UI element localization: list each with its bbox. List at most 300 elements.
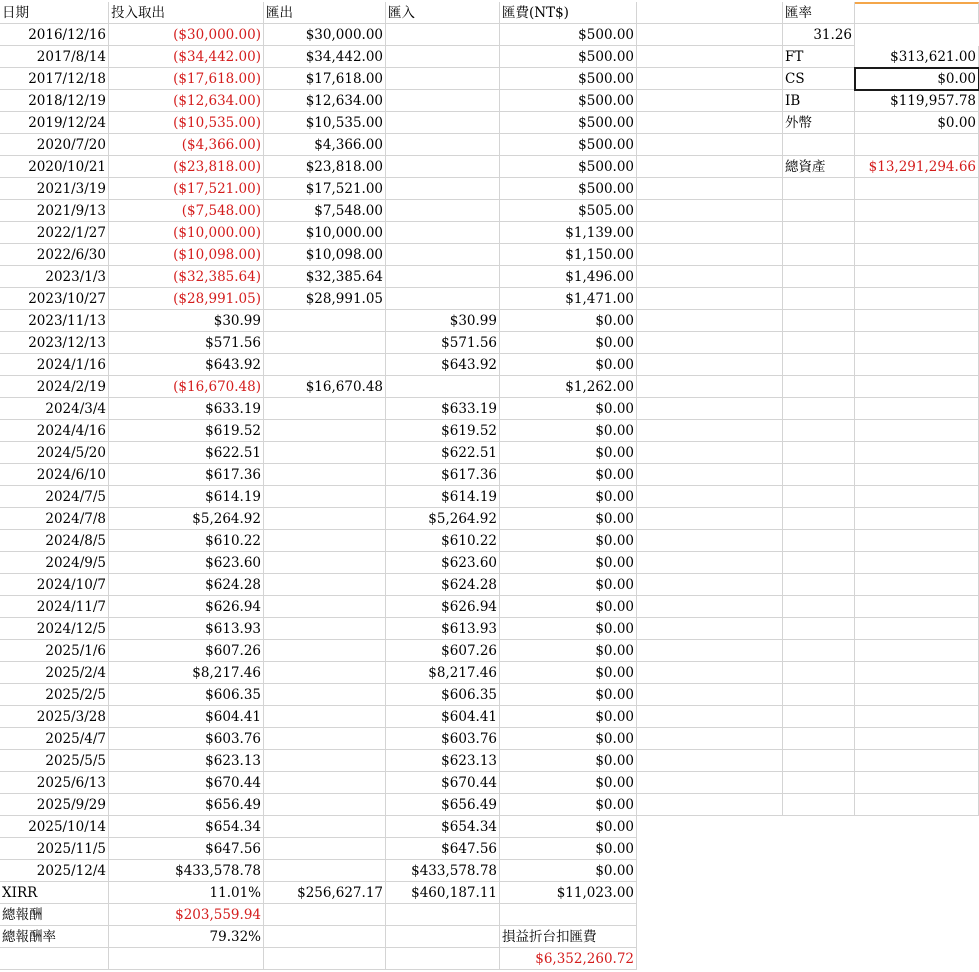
remit-out-cell[interactable] [264, 640, 386, 662]
total-in-value[interactable]: $460,187.11 [386, 882, 500, 904]
empty-cell[interactable] [855, 530, 979, 552]
remit-in-cell[interactable]: $606.35 [386, 684, 500, 706]
empty-cell[interactable] [855, 2, 979, 24]
fee-cell[interactable]: $500.00 [500, 46, 637, 68]
empty-cell[interactable] [783, 288, 855, 310]
date-cell[interactable]: 2025/9/29 [0, 794, 109, 816]
empty-cell[interactable] [637, 772, 783, 794]
remit-out-cell[interactable] [264, 596, 386, 618]
total-out-value[interactable]: $256,627.17 [264, 882, 386, 904]
empty-cell[interactable] [855, 442, 979, 464]
remit-out-cell[interactable] [264, 574, 386, 596]
fee-cell[interactable]: $0.00 [500, 530, 637, 552]
remit-out-cell[interactable]: $10,535.00 [264, 112, 386, 134]
empty-cell[interactable] [637, 794, 783, 816]
empty-cell[interactable] [637, 46, 783, 68]
remit-in-cell[interactable] [386, 222, 500, 244]
empty-cell[interactable] [855, 794, 979, 816]
empty-cell[interactable] [637, 134, 783, 156]
date-cell[interactable]: 2017/8/14 [0, 46, 109, 68]
date-cell[interactable]: 2024/7/5 [0, 486, 109, 508]
fee-cell[interactable]: $500.00 [500, 68, 637, 90]
empty-cell[interactable] [855, 772, 979, 794]
remit-in-cell[interactable]: $607.26 [386, 640, 500, 662]
remit-in-cell[interactable]: $670.44 [386, 772, 500, 794]
fee-cell[interactable]: $0.00 [500, 640, 637, 662]
fee-cell[interactable]: $505.00 [500, 200, 637, 222]
flow-cell[interactable]: $643.92 [109, 354, 264, 376]
remit-in-cell[interactable]: $622.51 [386, 442, 500, 464]
flow-cell[interactable]: $604.41 [109, 706, 264, 728]
empty-cell[interactable] [855, 266, 979, 288]
flow-cell[interactable]: ($16,670.48) [109, 376, 264, 398]
rate-value[interactable]: 31.26 [783, 24, 855, 46]
empty-cell[interactable] [637, 574, 783, 596]
flow-cell[interactable]: $670.44 [109, 772, 264, 794]
empty-cell[interactable] [783, 134, 855, 156]
empty-cell[interactable] [783, 662, 855, 684]
fee-cell[interactable]: $0.00 [500, 332, 637, 354]
flow-cell[interactable]: $606.35 [109, 684, 264, 706]
fee-cell[interactable]: $500.00 [500, 24, 637, 46]
fee-cell[interactable]: $0.00 [500, 596, 637, 618]
remit-out-cell[interactable] [264, 310, 386, 332]
remit-out-cell[interactable]: $28,991.05 [264, 288, 386, 310]
flow-cell[interactable]: $623.60 [109, 552, 264, 574]
empty-cell[interactable] [855, 684, 979, 706]
date-cell[interactable]: 2020/10/21 [0, 156, 109, 178]
empty-cell[interactable] [855, 706, 979, 728]
date-cell[interactable]: 2024/7/8 [0, 508, 109, 530]
empty-cell[interactable] [637, 750, 783, 772]
date-cell[interactable]: 2025/5/5 [0, 750, 109, 772]
empty-cell[interactable] [637, 618, 783, 640]
remit-out-cell[interactable] [264, 486, 386, 508]
account-value[interactable]: $313,621.00 [855, 46, 979, 68]
flow-cell[interactable]: $607.26 [109, 640, 264, 662]
empty-cell[interactable] [637, 376, 783, 398]
fee-cell[interactable]: $0.00 [500, 838, 637, 860]
pnl-value[interactable]: $6,352,260.72 [500, 948, 637, 970]
remit-out-cell[interactable] [264, 662, 386, 684]
empty-cell[interactable] [855, 310, 979, 332]
date-cell[interactable]: 2023/10/27 [0, 288, 109, 310]
remit-in-cell[interactable] [386, 244, 500, 266]
empty-cell[interactable] [855, 508, 979, 530]
header-flow[interactable]: 投入取出 [109, 2, 264, 24]
empty-cell[interactable] [855, 420, 979, 442]
flow-cell[interactable]: $626.94 [109, 596, 264, 618]
empty-cell[interactable] [500, 904, 637, 926]
remit-out-cell[interactable]: $10,000.00 [264, 222, 386, 244]
fee-cell[interactable]: $1,471.00 [500, 288, 637, 310]
remit-in-cell[interactable]: $613.93 [386, 618, 500, 640]
fee-cell[interactable]: $500.00 [500, 156, 637, 178]
flow-cell[interactable]: $647.56 [109, 838, 264, 860]
empty-cell[interactable] [855, 574, 979, 596]
remit-out-cell[interactable] [264, 464, 386, 486]
remit-in-cell[interactable]: $610.22 [386, 530, 500, 552]
empty-cell[interactable] [855, 354, 979, 376]
remit-out-cell[interactable] [264, 684, 386, 706]
header-remit-in[interactable]: 匯入 [386, 2, 500, 24]
date-cell[interactable]: 2025/4/7 [0, 728, 109, 750]
flow-cell[interactable]: ($10,000.00) [109, 222, 264, 244]
fee-cell[interactable]: $0.00 [500, 354, 637, 376]
empty-cell[interactable] [386, 904, 500, 926]
flow-cell[interactable]: $623.13 [109, 750, 264, 772]
empty-cell[interactable] [637, 530, 783, 552]
empty-cell[interactable] [855, 288, 979, 310]
empty-cell[interactable] [855, 222, 979, 244]
empty-cell[interactable] [783, 486, 855, 508]
remit-in-cell[interactable] [386, 376, 500, 398]
xirr-label[interactable]: XIRR [0, 882, 109, 904]
date-cell[interactable]: 2025/2/5 [0, 684, 109, 706]
empty-cell[interactable] [855, 332, 979, 354]
empty-cell[interactable] [386, 948, 500, 970]
remit-in-cell[interactable]: $571.56 [386, 332, 500, 354]
empty-cell[interactable] [855, 486, 979, 508]
fee-cell[interactable]: $500.00 [500, 178, 637, 200]
flow-cell[interactable]: $624.28 [109, 574, 264, 596]
flow-cell[interactable]: ($17,618.00) [109, 68, 264, 90]
flow-cell[interactable]: $654.34 [109, 816, 264, 838]
date-cell[interactable]: 2025/10/14 [0, 816, 109, 838]
return-rate-value[interactable]: 79.32% [109, 926, 264, 948]
date-cell[interactable]: 2025/6/13 [0, 772, 109, 794]
fee-cell[interactable]: $0.00 [500, 662, 637, 684]
empty-cell[interactable] [783, 266, 855, 288]
remit-out-cell[interactable]: $7,548.00 [264, 200, 386, 222]
date-cell[interactable]: 2023/11/13 [0, 310, 109, 332]
empty-cell[interactable] [783, 222, 855, 244]
fee-cell[interactable]: $0.00 [500, 750, 637, 772]
empty-cell[interactable] [637, 244, 783, 266]
remit-in-cell[interactable]: $647.56 [386, 838, 500, 860]
date-cell[interactable]: 2021/9/13 [0, 200, 109, 222]
empty-cell[interactable] [783, 640, 855, 662]
empty-cell[interactable] [637, 552, 783, 574]
empty-cell[interactable] [855, 618, 979, 640]
empty-cell[interactable] [637, 2, 783, 24]
xirr-value[interactable]: 11.01% [109, 882, 264, 904]
empty-cell[interactable] [783, 244, 855, 266]
fee-cell[interactable]: $0.00 [500, 420, 637, 442]
flow-cell[interactable]: $617.36 [109, 464, 264, 486]
fee-cell[interactable]: $1,262.00 [500, 376, 637, 398]
remit-in-cell[interactable]: $643.92 [386, 354, 500, 376]
flow-cell[interactable]: $656.49 [109, 794, 264, 816]
date-cell[interactable]: 2024/12/5 [0, 618, 109, 640]
remit-in-cell[interactable]: $8,217.46 [386, 662, 500, 684]
flow-cell[interactable]: ($4,366.00) [109, 134, 264, 156]
empty-cell[interactable] [637, 398, 783, 420]
empty-cell[interactable] [855, 750, 979, 772]
empty-cell[interactable] [264, 948, 386, 970]
fee-cell[interactable]: $500.00 [500, 90, 637, 112]
empty-cell[interactable] [783, 618, 855, 640]
flow-cell[interactable]: ($10,098.00) [109, 244, 264, 266]
remit-out-cell[interactable] [264, 552, 386, 574]
remit-out-cell[interactable] [264, 508, 386, 530]
header-fee[interactable]: 匯費(NT$) [500, 2, 637, 24]
empty-cell[interactable] [855, 244, 979, 266]
fee-cell[interactable]: $0.00 [500, 772, 637, 794]
remit-in-cell[interactable] [386, 68, 500, 90]
empty-cell[interactable] [109, 948, 264, 970]
fee-cell[interactable]: $0.00 [500, 464, 637, 486]
date-cell[interactable]: 2024/6/10 [0, 464, 109, 486]
empty-cell[interactable] [783, 200, 855, 222]
remit-out-cell[interactable] [264, 332, 386, 354]
empty-cell[interactable] [637, 728, 783, 750]
fee-cell[interactable]: $0.00 [500, 684, 637, 706]
remit-in-cell[interactable] [386, 200, 500, 222]
empty-cell[interactable] [637, 684, 783, 706]
empty-cell[interactable] [0, 948, 109, 970]
empty-cell[interactable] [783, 706, 855, 728]
empty-cell[interactable] [637, 486, 783, 508]
flow-cell[interactable]: $8,217.46 [109, 662, 264, 684]
flow-cell[interactable]: ($7,548.00) [109, 200, 264, 222]
flow-cell[interactable]: ($12,634.00) [109, 90, 264, 112]
total-assets-value[interactable]: $13,291,294.66 [855, 156, 979, 178]
return-rate-label[interactable]: 總報酬率 [0, 926, 109, 948]
remit-out-cell[interactable]: $16,670.48 [264, 376, 386, 398]
date-cell[interactable]: 2023/12/13 [0, 332, 109, 354]
empty-cell[interactable] [637, 266, 783, 288]
empty-cell[interactable] [637, 332, 783, 354]
remit-out-cell[interactable] [264, 728, 386, 750]
header-date[interactable]: 日期 [0, 2, 109, 24]
date-cell[interactable]: 2024/1/16 [0, 354, 109, 376]
flow-cell[interactable]: ($32,385.64) [109, 266, 264, 288]
flow-cell[interactable]: $614.19 [109, 486, 264, 508]
fee-cell[interactable]: $1,150.00 [500, 244, 637, 266]
date-cell[interactable]: 2024/10/7 [0, 574, 109, 596]
empty-cell[interactable] [783, 574, 855, 596]
date-cell[interactable]: 2024/2/19 [0, 376, 109, 398]
empty-cell[interactable] [637, 178, 783, 200]
remit-out-cell[interactable] [264, 750, 386, 772]
flow-cell[interactable]: $433,578.78 [109, 860, 264, 882]
empty-cell[interactable] [783, 464, 855, 486]
date-cell[interactable]: 2019/12/24 [0, 112, 109, 134]
empty-cell[interactable] [637, 442, 783, 464]
account-label[interactable]: IB [783, 90, 855, 112]
empty-cell[interactable] [783, 442, 855, 464]
remit-out-cell[interactable] [264, 530, 386, 552]
date-cell[interactable]: 2017/12/18 [0, 68, 109, 90]
empty-cell[interactable] [637, 310, 783, 332]
date-cell[interactable]: 2025/2/4 [0, 662, 109, 684]
remit-in-cell[interactable]: $617.36 [386, 464, 500, 486]
empty-cell[interactable] [637, 508, 783, 530]
remit-in-cell[interactable] [386, 112, 500, 134]
remit-in-cell[interactable]: $619.52 [386, 420, 500, 442]
remit-in-cell[interactable]: $626.94 [386, 596, 500, 618]
remit-in-cell[interactable]: $656.49 [386, 794, 500, 816]
total-return-label[interactable]: 總報酬 [0, 904, 109, 926]
empty-cell[interactable] [855, 662, 979, 684]
empty-cell[interactable] [783, 552, 855, 574]
remit-out-cell[interactable] [264, 794, 386, 816]
empty-cell[interactable] [855, 398, 979, 420]
date-cell[interactable]: 2020/7/20 [0, 134, 109, 156]
remit-out-cell[interactable]: $10,098.00 [264, 244, 386, 266]
remit-out-cell[interactable]: $17,618.00 [264, 68, 386, 90]
remit-out-cell[interactable] [264, 442, 386, 464]
date-cell[interactable]: 2022/1/27 [0, 222, 109, 244]
empty-cell[interactable] [855, 200, 979, 222]
remit-out-cell[interactable]: $23,818.00 [264, 156, 386, 178]
account-value[interactable]: $0.00 [855, 68, 979, 90]
date-cell[interactable]: 2021/3/19 [0, 178, 109, 200]
flow-cell[interactable]: $622.51 [109, 442, 264, 464]
empty-cell[interactable] [783, 354, 855, 376]
remit-out-cell[interactable] [264, 618, 386, 640]
remit-in-cell[interactable]: $654.34 [386, 816, 500, 838]
flow-cell[interactable]: ($10,535.00) [109, 112, 264, 134]
remit-in-cell[interactable]: $624.28 [386, 574, 500, 596]
date-cell[interactable]: 2018/12/19 [0, 90, 109, 112]
remit-in-cell[interactable] [386, 266, 500, 288]
flow-cell[interactable]: $610.22 [109, 530, 264, 552]
fee-cell[interactable]: $0.00 [500, 574, 637, 596]
date-cell[interactable]: 2025/12/4 [0, 860, 109, 882]
empty-cell[interactable] [637, 354, 783, 376]
date-cell[interactable]: 2025/11/5 [0, 838, 109, 860]
remit-in-cell[interactable]: $614.19 [386, 486, 500, 508]
total-assets-label[interactable]: 總資產 [783, 156, 855, 178]
empty-cell[interactable] [855, 596, 979, 618]
remit-in-cell[interactable]: $604.41 [386, 706, 500, 728]
date-cell[interactable]: 2024/5/20 [0, 442, 109, 464]
pnl-label[interactable]: 損益折台扣匯費 [500, 926, 637, 948]
fee-cell[interactable]: $0.00 [500, 794, 637, 816]
remit-out-cell[interactable] [264, 860, 386, 882]
date-cell[interactable]: 2024/9/5 [0, 552, 109, 574]
empty-cell[interactable] [855, 640, 979, 662]
flow-cell[interactable]: ($28,991.05) [109, 288, 264, 310]
empty-cell[interactable] [637, 706, 783, 728]
empty-cell[interactable] [637, 640, 783, 662]
remit-out-cell[interactable] [264, 398, 386, 420]
empty-cell[interactable] [783, 596, 855, 618]
remit-out-cell[interactable]: $4,366.00 [264, 134, 386, 156]
empty-cell[interactable] [637, 420, 783, 442]
empty-cell[interactable] [637, 288, 783, 310]
flow-cell[interactable]: ($17,521.00) [109, 178, 264, 200]
date-cell[interactable]: 2025/3/28 [0, 706, 109, 728]
remit-out-cell[interactable] [264, 354, 386, 376]
date-cell[interactable]: 2023/1/3 [0, 266, 109, 288]
fee-cell[interactable]: $0.00 [500, 816, 637, 838]
fee-cell[interactable]: $0.00 [500, 508, 637, 530]
remit-in-cell[interactable]: $5,264.92 [386, 508, 500, 530]
empty-cell[interactable] [783, 530, 855, 552]
date-cell[interactable]: 2022/6/30 [0, 244, 109, 266]
remit-in-cell[interactable]: $30.99 [386, 310, 500, 332]
fee-cell[interactable]: $1,139.00 [500, 222, 637, 244]
remit-in-cell[interactable] [386, 46, 500, 68]
remit-in-cell[interactable]: $623.13 [386, 750, 500, 772]
fee-cell[interactable]: $0.00 [500, 442, 637, 464]
empty-cell[interactable] [637, 464, 783, 486]
date-cell[interactable]: 2025/1/6 [0, 640, 109, 662]
empty-cell[interactable] [783, 728, 855, 750]
fee-cell[interactable]: $500.00 [500, 134, 637, 156]
empty-cell[interactable] [637, 200, 783, 222]
empty-cell[interactable] [264, 904, 386, 926]
empty-cell[interactable] [637, 596, 783, 618]
empty-cell[interactable] [637, 112, 783, 134]
flow-cell[interactable]: $613.93 [109, 618, 264, 640]
empty-cell[interactable] [637, 24, 783, 46]
empty-cell[interactable] [855, 728, 979, 750]
remit-in-cell[interactable] [386, 178, 500, 200]
remit-out-cell[interactable]: $17,521.00 [264, 178, 386, 200]
fee-cell[interactable]: $0.00 [500, 706, 637, 728]
empty-cell[interactable] [783, 508, 855, 530]
empty-cell[interactable] [783, 178, 855, 200]
flow-cell[interactable]: $619.52 [109, 420, 264, 442]
fee-cell[interactable]: $0.00 [500, 618, 637, 640]
fee-cell[interactable]: $1,496.00 [500, 266, 637, 288]
empty-cell[interactable] [386, 926, 500, 948]
empty-cell[interactable] [637, 68, 783, 90]
remit-in-cell[interactable] [386, 24, 500, 46]
date-cell[interactable]: 2024/4/16 [0, 420, 109, 442]
remit-out-cell[interactable] [264, 706, 386, 728]
flow-cell[interactable]: $571.56 [109, 332, 264, 354]
fee-cell[interactable]: $0.00 [500, 728, 637, 750]
flow-cell[interactable]: $30.99 [109, 310, 264, 332]
empty-cell[interactable] [783, 420, 855, 442]
empty-cell[interactable] [637, 90, 783, 112]
account-value[interactable]: $119,957.78 [855, 90, 979, 112]
flow-cell[interactable]: ($23,818.00) [109, 156, 264, 178]
remit-in-cell[interactable]: $603.76 [386, 728, 500, 750]
remit-in-cell[interactable] [386, 156, 500, 178]
remit-in-cell[interactable] [386, 134, 500, 156]
empty-cell[interactable] [855, 134, 979, 156]
empty-cell[interactable] [783, 376, 855, 398]
empty-cell[interactable] [783, 684, 855, 706]
flow-cell[interactable]: $603.76 [109, 728, 264, 750]
remit-in-cell[interactable] [386, 90, 500, 112]
fee-cell[interactable]: $0.00 [500, 310, 637, 332]
remit-out-cell[interactable] [264, 816, 386, 838]
remit-out-cell[interactable]: $30,000.00 [264, 24, 386, 46]
account-label[interactable]: FT [783, 46, 855, 68]
rate-label[interactable]: 匯率 [783, 2, 855, 24]
date-cell[interactable]: 2016/12/16 [0, 24, 109, 46]
date-cell[interactable]: 2024/3/4 [0, 398, 109, 420]
total-fee-value[interactable]: $11,023.00 [500, 882, 637, 904]
empty-cell[interactable] [783, 332, 855, 354]
remit-out-cell[interactable]: $12,634.00 [264, 90, 386, 112]
empty-cell[interactable] [783, 310, 855, 332]
remit-in-cell[interactable]: $433,578.78 [386, 860, 500, 882]
empty-cell[interactable] [783, 772, 855, 794]
empty-cell[interactable] [264, 926, 386, 948]
remit-in-cell[interactable] [386, 288, 500, 310]
remit-out-cell[interactable] [264, 772, 386, 794]
empty-cell[interactable] [637, 156, 783, 178]
remit-out-cell[interactable] [264, 838, 386, 860]
